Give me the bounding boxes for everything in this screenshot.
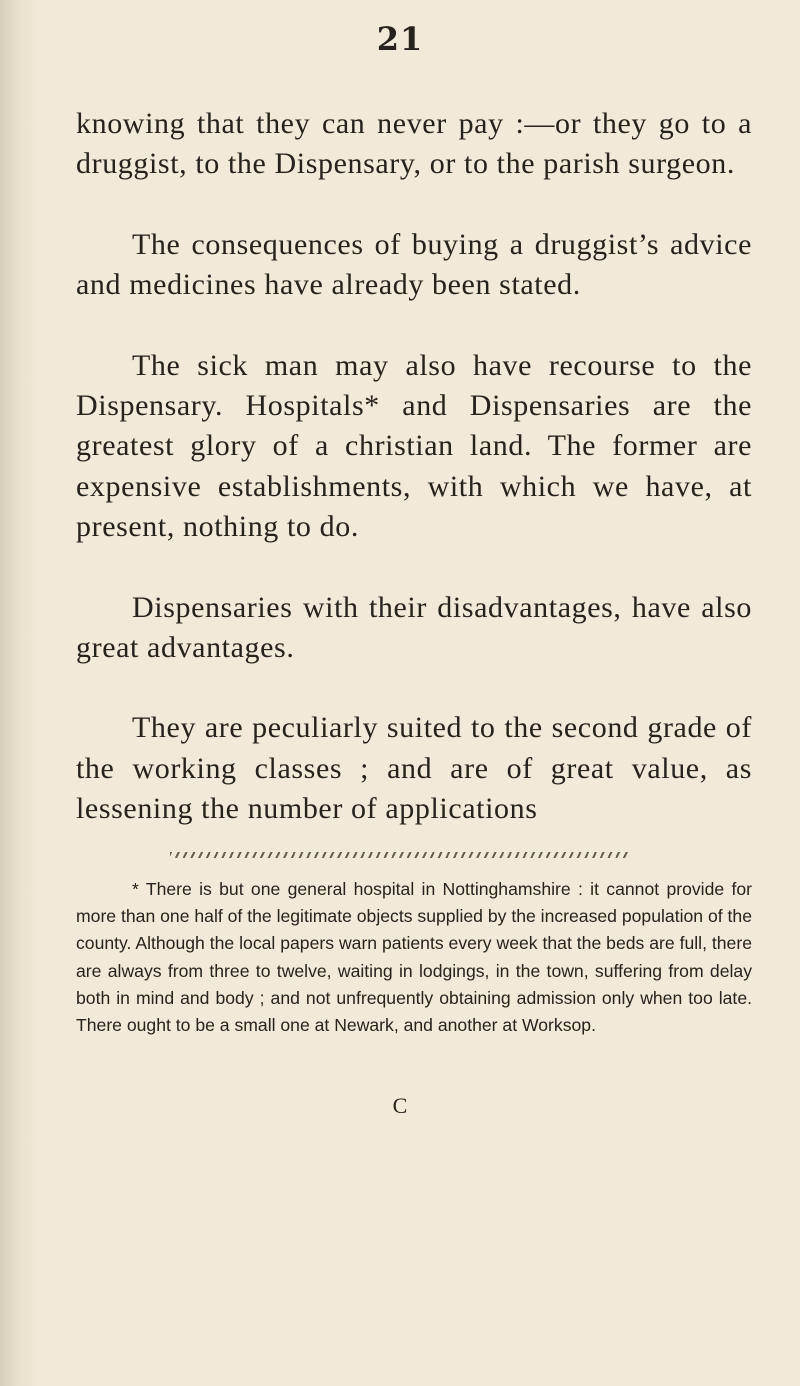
footnote-divider [170,852,630,858]
paragraph-2: The consequences of buying a druggist’s advice and medicines have already been stated. [76,227,752,302]
footnote: * There is but one general hospital in Nottinghamshire : it cannot provide for more than one half of the legitimate objects supplied by the increased population of the county. Although the local papers warn patients every week that the beds are full, there are always from three to twelve, waiting in lodgings, in the town, suffering from delay both in mind and body ; and not unfrequently obtaining admission only when too late. There ought to be a small one at Newark, and another at Worksop. [76,879,752,1036]
signature-mark: C [392,1093,408,1118]
paragraph-5: They are peculiarly suited to the second grade of the working classes ; and are of great value, as lessening the number of applications [76,711,752,826]
main-text [76,104,752,830]
paragraph-3: The sick man may also have recourse to the Dispensary. Hospitals* and Dispensaries are the greatest glory of a christian land. The former are expensive establishments, with which we have, at present, nothing to do. [76,348,752,544]
paragraph-4: Dispensaries with their disadvantages, have also great advantages. [76,590,752,665]
paragraph-1: knowing that they can never pay :—or they go to a druggist, to the Dispensary, or to the parish surgeon. [76,107,752,181]
page-number: 21 [376,20,424,58]
